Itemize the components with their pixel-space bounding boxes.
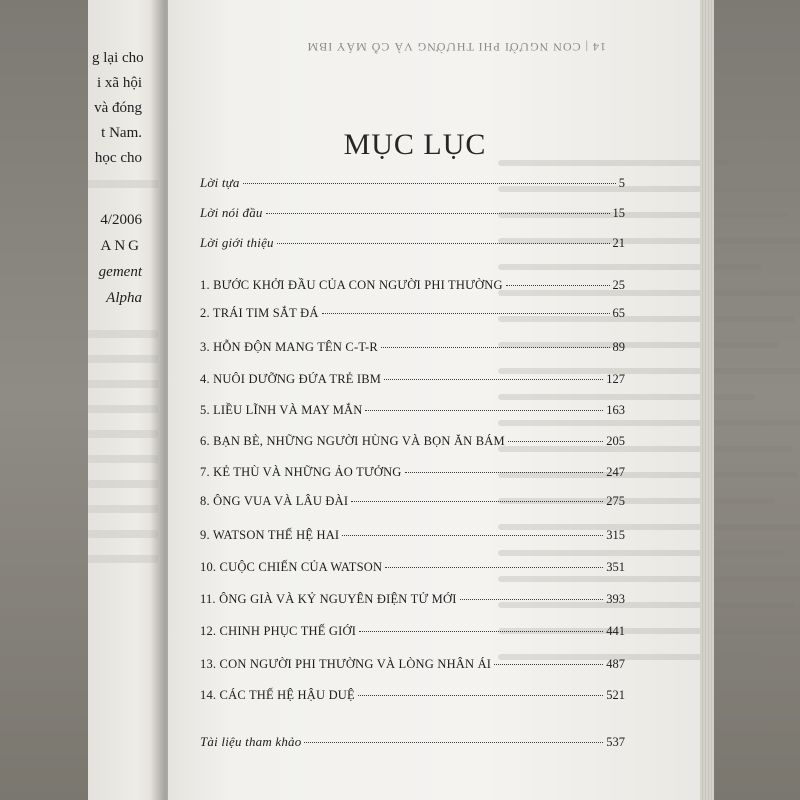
dot-leader [351,501,603,502]
dot-leader [304,742,603,743]
dot-leader [460,599,604,600]
dot-leader [508,441,603,442]
toc-entry-label: 2. TRÁI TIM SẮT ĐÁ [200,306,319,320]
dot-leader [243,183,616,184]
dot-leader [322,313,610,314]
left-page-text: 4/2006 [100,212,142,228]
toc-entry-page: 205 [606,434,625,448]
toc-entry-label: 4. NUÔI DƯỠNG ĐỨA TRẺ IBM [200,372,382,386]
toc-entry [200,434,625,456]
toc-entry [200,340,625,362]
toc-entry-page: 127 [606,372,625,386]
toc-entry [200,688,625,710]
toc-entry [200,278,625,300]
toc-entry-page: 65 [612,306,625,320]
toc-entry-page: 537 [606,735,625,749]
toc-entry-label: 9. WATSON THẾ HỆ HAI [200,528,340,542]
faded-text [88,430,158,438]
toc-entry-label: 14. CÁC THẾ HỆ HẬU DUỆ [200,688,355,702]
dot-leader [494,664,603,665]
toc-entry-label: 8. ÔNG VUA VÀ LÂU ĐÀI [200,494,349,508]
toc-entry [200,734,625,756]
toc-entry-page: 89 [612,340,625,354]
toc-entry-page: 393 [606,592,625,606]
dot-leader [359,631,603,632]
toc-entry [200,306,625,328]
running-header: 14 | CON NGƯỜI PHI THƯỜNG VÀ CỖ MÁY IBM [306,40,606,54]
dot-leader [384,379,603,380]
toc-entry-page: 315 [606,528,625,542]
toc-entry-label: 3. HỖN ĐỘN MANG TÊN C-T-R [200,340,378,354]
faded-text [88,530,158,538]
faded-text [88,180,158,188]
dot-leader [277,243,610,244]
dot-leader [266,213,610,214]
toc-entry-page: 21 [612,236,625,250]
toc-entry [200,494,625,516]
dot-leader [342,535,603,536]
left-page-text: Alpha [106,290,142,306]
left-page-text: ANG [100,238,142,254]
faded-text [88,355,158,363]
left-page-text: i xã hội [97,75,142,91]
dot-leader [365,410,603,411]
toc-entry-page: 25 [612,278,625,292]
toc-entry [200,465,625,487]
page-title: MỤC LỤC [343,128,487,161]
toc-entry-page: 275 [606,494,625,508]
toc-entry-label: 10. CUỘC CHIẾN CỦA WATSON [200,560,383,574]
page-edges [700,0,714,800]
toc-entry-label: 5. LIỀU LĨNH VÀ MAY MẮN [200,403,363,417]
toc-entry [200,372,625,394]
left-page-text: t Nam. [101,125,142,141]
toc-entry [200,175,625,197]
dot-leader [405,472,604,473]
toc-entry-label: 7. KẺ THÙ VÀ NHỮNG ẢO TƯỞNG [200,465,402,479]
toc-entry [200,528,625,550]
toc-entry [200,624,625,646]
toc-entry-label: Lời tựa [200,175,240,190]
toc-entry [200,560,625,582]
faded-text [88,330,158,338]
toc-entry-label: Lời giới thiệu [200,235,274,250]
toc-entry-page: 441 [606,624,625,638]
left-page-text: gement [98,264,142,280]
toc-entry-page: 5 [618,176,625,190]
toc-entry-label: 13. CON NGƯỜI PHI THƯỜNG VÀ LÒNG NHÂN ÁI [200,657,492,671]
dot-leader [506,285,610,286]
right-page [168,0,700,800]
toc-entry [200,592,625,614]
toc-entry-label: 1. BƯỚC KHỞI ĐẦU CỦA CON NGƯỜI PHI THƯỜNG [200,278,503,292]
left-page-text: học cho [94,150,142,166]
left-page-text: và đóng [94,100,142,116]
toc-entry [200,235,625,257]
dot-leader [358,695,603,696]
faded-text [88,380,158,388]
faded-text [88,405,158,413]
dot-leader [385,567,603,568]
toc-entry [200,403,625,425]
toc-entry-label: 12. CHINH PHỤC THẾ GIỚI [200,624,357,638]
left-page-text: g lại cho [92,50,144,66]
faded-text [88,555,158,563]
dot-leader [381,347,610,348]
toc-entry-page: 487 [606,657,625,671]
toc-entry-page: 163 [606,403,625,417]
toc-entry-label: Tài liệu tham khảo [200,734,302,749]
toc-entry-label: 11. ÔNG GIÀ VÀ KỶ NGUYÊN ĐIỆN TỬ MỚI [200,592,457,606]
toc-entry-page: 521 [606,688,625,702]
toc-entry-label: Lời nói đầu [200,205,263,220]
faded-text [88,505,158,513]
faded-text [88,480,158,488]
toc-entry [200,657,625,679]
faded-text [88,455,158,463]
toc-entry-page: 247 [606,465,625,479]
toc-entry-label: 6. BẠN BÈ, NHỮNG NGƯỜI HÙNG VÀ BỌN ĂN BÁM [200,434,505,448]
toc-entry [200,205,625,227]
toc-entry-page: 351 [606,560,625,574]
toc-entry-page: 15 [612,206,625,220]
